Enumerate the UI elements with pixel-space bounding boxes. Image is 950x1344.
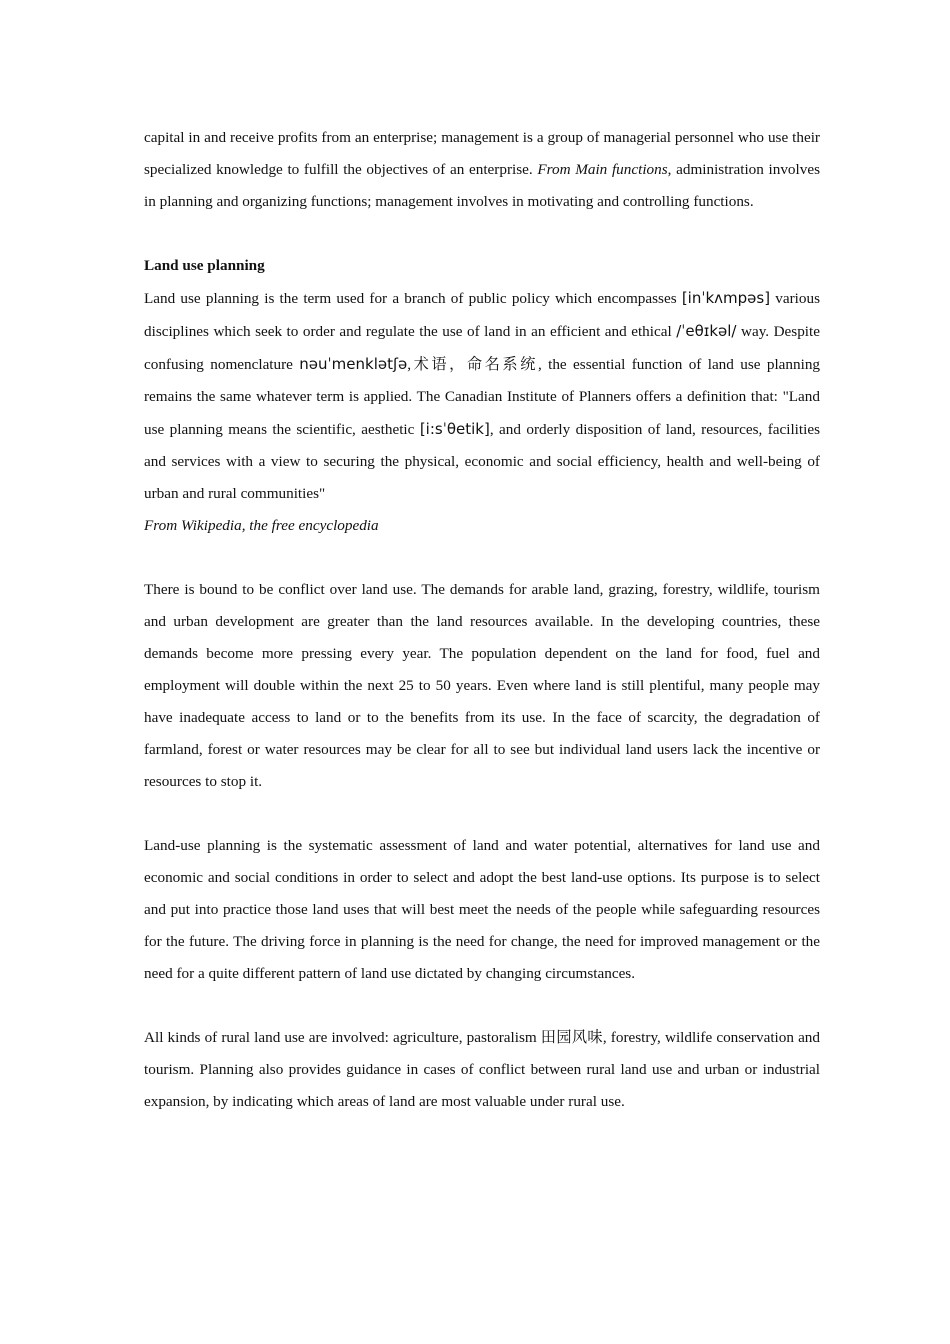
definition-text-1: Land use planning is the term used for a branch of public policy which encompasses xyxy=(144,290,682,307)
planning-definition-paragraph: Land-use planning is the systematic assessment of land and water potential, alternatives for land use and economic and social conditions in order to select and adopt the best land-use options. Its purpose is to select and put into practice those land uses that will best meet the needs of the people while safeguarding resources for the future. The driving force in planning is the need for change, the need for improved management or the need for a quite different pattern of land use dictated by changing circumstances. xyxy=(144,837,820,982)
source-citation: From Wikipedia, the free encyclopedia xyxy=(144,517,379,534)
intro-text: capital in and receive profits from an enterprise; management is a group of managerial personnel who use their specialized knowledge to fulfill the objectives of an enterprise. xyxy=(144,129,820,178)
conflict-paragraph: There is bound to be conflict over land use. The demands for arable land, grazing, forestry, wildlife, tourism and urban development are greater than the land resources available. In the developing countries, these demands become more pressing every year. The population dependent on the land for food, fuel and employment will double within the next 25 to 50 years. Even where land is still plentiful, many people may have inadequate access to land or to the benefits from its use. In the face of scarcity, the degradation of farmland, forest or water resources may be clear for all to see but individual land users lack the incentive or resources to stop it. xyxy=(144,581,820,790)
definition-text-2: various disciplines which seek to order and regulate the use of land in an efficient and ethical xyxy=(144,290,820,340)
ipa-encompass: [inˈkʌmpəs] xyxy=(681,289,771,307)
definition-text-3: way. Despite confusing nomenclature xyxy=(144,323,820,373)
ipa-ethical: /ˈeθɪkəl/ xyxy=(676,322,737,340)
ipa-nomenclature: nəuˈmenklətʃə xyxy=(299,355,408,373)
land-use-section xyxy=(144,250,820,542)
definition-text-5: , and orderly disposition of land, resources, facilities and services with a view to securing the physical, economic and social efficiency, health and well-being of urban and rural communities" xyxy=(144,421,820,502)
definition-text-4: ,术语，命名系统, the essential function of land use planning remains the same whatever term is applied. The Canadian Institute of Planners offers a definition that: "Land use planning means the scientific, aesthetic xyxy=(144,356,821,438)
rural-land-use-paragraph: All kinds of rural land use are involved: agriculture, pastoralism 田园风味, forestry, wildlife conservation and tourism. Planning also provides guidance in cases of conflict between rural land use and urban or industrial expansion, by indicating which areas of land are most valuable under rural use. xyxy=(144,1029,820,1110)
document-page xyxy=(144,122,820,1150)
intro-paragraph xyxy=(144,122,820,218)
land-use-definition-paragraph xyxy=(144,282,820,542)
intro-tail: , administration involves in planning and organizing functions; management involves in motivating and controlling functions. xyxy=(144,161,820,210)
ipa-aesthetic: [i:sˈθetik] xyxy=(419,420,490,438)
section-heading: Land use planning xyxy=(144,257,265,274)
intro-italic-source: From Main functions xyxy=(537,161,668,178)
